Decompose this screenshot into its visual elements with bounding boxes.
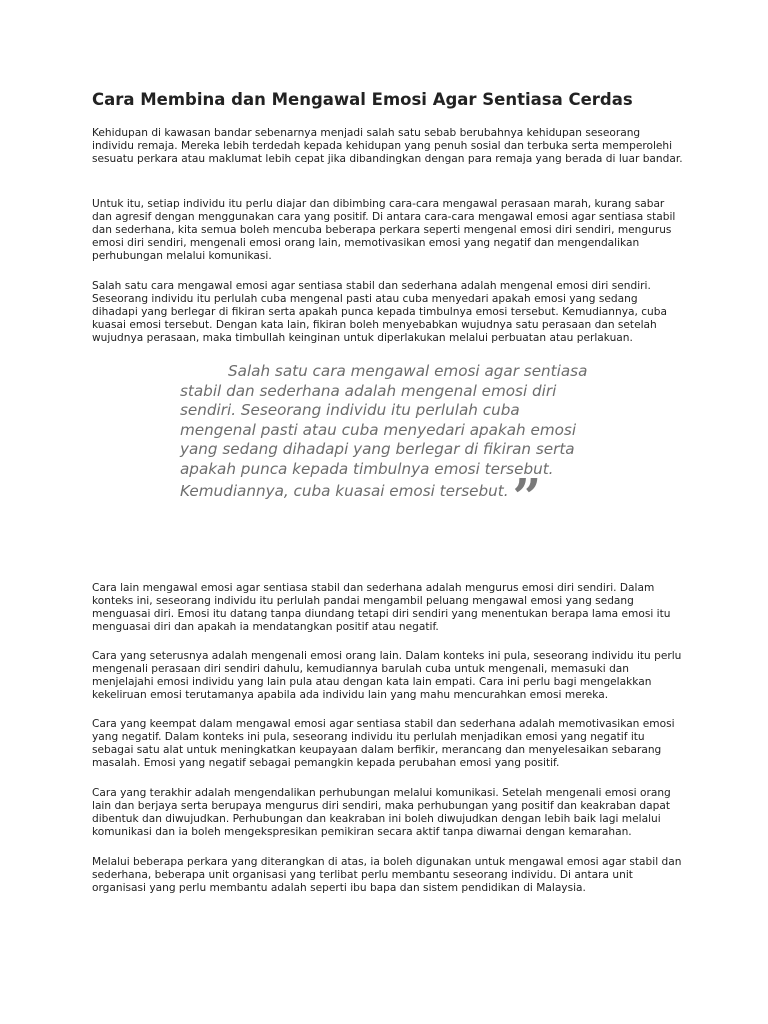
paragraph-8: Melalui beberapa perkara yang diterangkan di atas, ia boleh digunakan untuk mengawal emosi agar stabil dan sederhana, beberapa unit organisasi yang terlibat perlu membantu seseorang individu. Di antara unit organisasi yang perlu membantu adalah seperti ibu bapa dan sistem pendidikan di Malaysia. xyxy=(92,856,682,894)
paragraph-6: Cara yang keempat dalam mengawal emosi agar sentiasa stabil dan sederhana adalah memotivasikan emosi yang negatif. Dalam konteks ini pula, seseorang individu itu perlulah menjadikan emosi yang negatif itu sebagai satu alat untuk meningkatkan keupayaan dalam berfikir, merancang dan menyelesaikan sebarang masalah. Emosi yang negatif sebagai pemangkin kepada perubahan emosi yang positif. xyxy=(92,718,675,769)
page-title: Cara Membina dan Mengawal Emosi Agar Sentiasa Cerdas xyxy=(92,90,633,109)
paragraph-4: Cara lain mengawal emosi agar sentiasa stabil dan sederhana adalah mengurus emosi diri sendiri. Dalam konteks ini, seseorang individu itu perlulah pandai mengambil peluang mengawal emosi yang sedang menguasai diri. Emosi itu datang tanpa diundang tetapi diri sendiri yang menentukan berapa lama emosi itu menguasai diri dan apakah ia mendatangkan positif atau negatif. xyxy=(92,582,671,633)
pull-quote xyxy=(180,362,600,526)
paragraph-1: Kehidupan di kawasan bandar sebenarnya menjadi salah satu sebab berubahnya kehidupan seseorang individu remaja. Mereka lebih terdedah kepada kehidupan yang penuh sosial dan terbuka serta memperolehi sesuatu perkara atau maklumat lebih cepat jika dibandingkan dengan para remaja yang berada di luar bandar. xyxy=(92,127,683,165)
closing-quote-icon: ” xyxy=(512,467,539,526)
paragraph-5: Cara yang seterusnya adalah mengenali emosi orang lain. Dalam konteks ini pula, seseorang individu itu perlu mengenali perasaan diri sendiri dahulu, kemudiannya barulah cuba untuk mengenali, memasuki dan menjelajahi emosi individu yang lain pula atau dengan kata lain empati. Cara ini perlu bagi mengelakkan kekeliruan emosi terutamanya apabila ada individu lain yang mahu mencurahkan emosi mereka. xyxy=(92,650,682,701)
paragraph-7: Cara yang terakhir adalah mengendalikan perhubungan melalui komunikasi. Setelah mengenali emosi orang lain dan berjaya serta berupaya mengurus diri sendiri, maka perhubungan yang positif dan keakraban dapat dibentuk dan diwujudkan. Perhubungan dan keakraban ini boleh diwujudkan dengan lebih baik lagi melalui komunikasi dan ia boleh mengekspresikan pemikiran secara aktif tanpa diwarnai dengan kemarahan. xyxy=(92,787,671,838)
paragraph-2: Untuk itu, setiap individu itu perlu diajar dan dibimbing cara-cara mengawal perasaan marah, kurang sabar dan agresif dengan menggunakan cara yang positif. Di antara cara-cara mengawal emosi agar sentiasa stabil dan sederhana, kita semua boleh mencuba beberapa perkara seperti mengenal emosi diri sendiri, mengurus emosi diri sendiri, mengenali emosi orang lain, memotivasikan emosi yang negatif dan mengendalikan perhubungan melalui komunikasi. xyxy=(92,198,676,262)
pull-quote-text: Salah satu cara mengawal emosi agar sentiasa stabil dan sederhana adalah mengenal emosi diri sendiri. Seseorang individu itu perlulah cuba mengenal pasti atau cuba menyedari apakah emosi yang sedang dihadapi yang berlegar di fikiran serta apakah punca kepada timbulnya emosi tersebut. Kemudiannya, cuba kuasai emosi tersebut. xyxy=(180,362,588,500)
paragraph-3: Salah satu cara mengawal emosi agar sentiasa stabil dan sederhana adalah mengenal emosi diri sendiri. Seseorang individu itu perlulah cuba mengenal pasti atau cuba menyedari apakah emosi yang sedang dihadapi yang berlegar di fikiran serta apakah punca kepada timbulnya emosi tersebut. Kemudiannya, cuba kuasai emosi tersebut. Dengan kata lain, fikiran boleh menyebabkan wujudnya satu perasaan dan setelah wujudnya perasaan, maka timbullah keinginan untuk diperlakukan melalui perbuatan atau perlakuan. xyxy=(92,280,667,344)
